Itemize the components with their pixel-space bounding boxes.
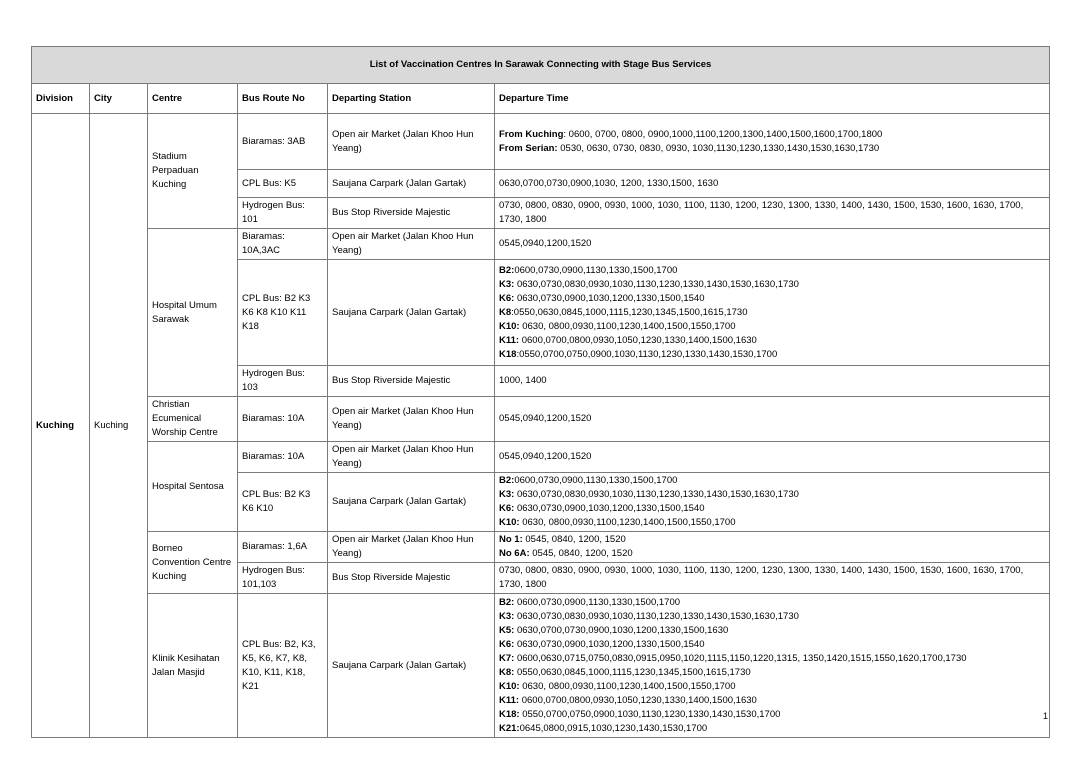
time-line xyxy=(499,722,1045,736)
time-line-value: 0630,0730,0900,1030,1200,1330,1500,1540 xyxy=(514,503,705,514)
header-departure-time: Departure Time xyxy=(495,84,1050,114)
division-cell: Kuching xyxy=(32,114,90,738)
station-cell: Bus Stop Riverside Majestic xyxy=(328,198,495,229)
route-cell: CPL Bus: B2 K3 K6 K10 xyxy=(238,473,328,532)
station-cell: Bus Stop Riverside Majestic xyxy=(328,563,495,594)
time-line-value: 0545, 0840, 1200, 1520 xyxy=(529,548,633,559)
time-cell: 1000, 1400 xyxy=(495,366,1050,397)
table-row xyxy=(32,114,1050,170)
station-cell: Open air Market (Jalan Khoo Hun Yeang) xyxy=(328,397,495,442)
time-line-value: 0630, 0800,0930,1100,1230,1400,1500,1550,1700 xyxy=(519,517,736,528)
time-line xyxy=(499,278,1045,292)
time-line xyxy=(499,502,1045,516)
table-title-row xyxy=(32,47,1050,84)
station-cell: Saujana Carpark (Jalan Gartak) xyxy=(328,473,495,532)
time-line-key: No 1: xyxy=(499,534,523,545)
time-cell xyxy=(495,594,1050,738)
route-cell: CPL Bus: B2 K3 K6 K8 K10 K11 K18 xyxy=(238,260,328,366)
time-cell: 0545,0940,1200,1520 xyxy=(495,397,1050,442)
station-cell: Saujana Carpark (Jalan Gartak) xyxy=(328,594,495,738)
station-cell: Open air Market (Jalan Khoo Hun Yeang) xyxy=(328,229,495,260)
route-cell: Biaramas: 10A xyxy=(238,397,328,442)
time-line-key: K6: xyxy=(499,292,515,304)
time-line-value: :0550,0700,0750,0900,1030,1130,1230,1330,1430,1530,1700 xyxy=(516,348,778,360)
route-cell: CPL Bus: B2, K3, K5, K6, K7, K8, K10, K11, K18, K21 xyxy=(238,594,328,738)
time-line-value: 0600,0630,0715,0750,0830,0915,0950,1020,1115,1150,1220,1315, 1350,1420,1515,1550,1620,1700,1730 xyxy=(514,652,967,664)
time-line-value: 0630,0700,0730,0900,1030,1200,1330,1500,1630 xyxy=(514,624,729,636)
station-cell: Saujana Carpark (Jalan Gartak) xyxy=(328,260,495,366)
station-cell: Saujana Carpark (Jalan Gartak) xyxy=(328,170,495,198)
header-bus-route: Bus Route No xyxy=(238,84,328,114)
time-line xyxy=(499,488,1045,502)
time-cell: 0545,0940,1200,1520 xyxy=(495,442,1050,473)
header-row xyxy=(32,84,1050,114)
time-cell: 0730, 0800, 0830, 0900, 0930, 1000, 1030, 1100, 1130, 1200, 1230, 1300, 1330, 1400, 1430, 1500, 1530, 1600, 1630, 1700, 1730, 1800 xyxy=(495,198,1050,229)
time-line-key: K5: xyxy=(499,624,515,636)
time-line-value: 0630,0730,0830,0930,1030,1130,1230,1330,1430,1530,1630,1730 xyxy=(514,610,799,622)
centre-cell: Klinik Kesihatan Jalan Masjid xyxy=(148,594,238,738)
time-line xyxy=(499,624,1045,638)
route-cell: Hydrogen Bus: 101,103 xyxy=(238,563,328,594)
time-line xyxy=(499,533,1045,547)
time-cell xyxy=(495,114,1050,170)
time-line-value: 0600,0700,0800,0930,1050,1230,1330,1400,1500,1630 xyxy=(519,334,757,346)
city-cell: Kuching xyxy=(90,114,148,738)
centre-cell: Stadium Perpaduan Kuching xyxy=(148,114,238,229)
time-line xyxy=(499,708,1045,722)
time-cell xyxy=(495,532,1050,563)
table-row xyxy=(32,442,1050,473)
time-line xyxy=(499,652,1045,666)
time-line-key: K8 xyxy=(499,306,512,318)
route-cell: Biaramas: 10A,3AC xyxy=(238,229,328,260)
table-title: List of Vaccination Centres In Sarawak Connecting with Stage Bus Services xyxy=(32,47,1050,84)
time-line xyxy=(499,666,1045,680)
time-line-value: 0530, 0630, 0730, 0830, 0930, 1030,1130,1230,1330,1430,1530,1630,1730 xyxy=(557,142,880,154)
table-row xyxy=(32,397,1050,442)
centre-cell: Christian Ecumenical Worship Centre xyxy=(148,397,238,442)
header-division: Division xyxy=(32,84,90,114)
time-line-key: K10: xyxy=(499,517,520,528)
time-line-value: 0600,0730,0900,1130,1330,1500,1700 xyxy=(514,264,678,276)
time-line-key: K11: xyxy=(499,694,520,706)
time-line-key: From Serian: xyxy=(499,142,558,154)
time-line-key: K3: xyxy=(499,610,515,622)
time-cell xyxy=(495,473,1050,532)
time-line-value: 0600,0700,0800,0930,1050,1230,1330,1400,1500,1630 xyxy=(519,694,757,706)
header-departing-station: Departing Station xyxy=(328,84,495,114)
time-line-value: 0630,0730,0830,0930,1030,1130,1230,1330,1430,1530,1630,1730 xyxy=(514,278,799,290)
header-centre: Centre xyxy=(148,84,238,114)
time-line-key: From Kuching xyxy=(499,128,564,140)
time-line-key: No 6A: xyxy=(499,548,530,559)
time-line xyxy=(499,306,1045,320)
time-line-key: K10: xyxy=(499,320,520,332)
header-city: City xyxy=(90,84,148,114)
time-line-value: 0545, 0840, 1200, 1520 xyxy=(522,534,626,545)
time-line-value: 0630, 0800,0930,1100,1230,1400,1500,1550,1700 xyxy=(519,320,736,332)
station-cell: Bus Stop Riverside Majestic xyxy=(328,366,495,397)
time-line xyxy=(499,142,1045,156)
route-cell: Biaramas: 10A xyxy=(238,442,328,473)
time-line-key: K18: xyxy=(499,708,520,720)
time-line-value: 0630, 0800,0930,1100,1230,1400,1500,1550,1700 xyxy=(519,680,736,692)
vaccination-centres-table xyxy=(31,46,1050,738)
station-cell: Open air Market (Jalan Khoo Hun Yeang) xyxy=(328,442,495,473)
time-line-value: 0600,0730,0900,1130,1330,1500,1700 xyxy=(514,475,678,486)
time-line xyxy=(499,128,1045,142)
time-line xyxy=(499,516,1045,530)
route-cell: CPL Bus: K5 xyxy=(238,170,328,198)
time-line-key: K3: xyxy=(499,278,515,290)
page-number: 1 xyxy=(1042,711,1048,721)
time-line xyxy=(499,348,1045,362)
time-line xyxy=(499,596,1045,610)
station-cell: Open air Market (Jalan Khoo Hun Yeang) xyxy=(328,114,495,170)
time-line-key: K7: xyxy=(499,652,515,664)
time-line-key: B2: xyxy=(499,475,515,486)
time-cell xyxy=(495,260,1050,366)
time-line-key: K3: xyxy=(499,489,515,500)
time-line-key: K8: xyxy=(499,666,515,678)
time-line-key: B2: xyxy=(499,264,515,276)
time-line-key: K6: xyxy=(499,638,515,650)
time-line-key: K10: xyxy=(499,680,520,692)
time-line-key: K18 xyxy=(499,348,517,360)
time-line-value: 0630,0730,0900,1030,1200,1330,1500,1540 xyxy=(514,292,705,304)
time-line-key: K6: xyxy=(499,503,515,514)
centre-cell: Hospital Sentosa xyxy=(148,442,238,532)
time-line xyxy=(499,334,1045,348)
route-cell: Biaramas: 1,6A xyxy=(238,532,328,563)
time-line xyxy=(499,320,1045,334)
time-line-value: 0600,0730,0900,1130,1330,1500,1700 xyxy=(514,596,681,608)
time-line xyxy=(499,547,1045,561)
time-line xyxy=(499,694,1045,708)
time-line xyxy=(499,638,1045,652)
time-line-value: :0550,0630,0845,1000,1115,1230,1345,1500,1615,1730 xyxy=(511,306,748,318)
table-row xyxy=(32,229,1050,260)
table-row xyxy=(32,594,1050,738)
centre-cell: Borneo Convention Centre Kuching xyxy=(148,532,238,594)
time-cell: 0730, 0800, 0830, 0900, 0930, 1000, 1030, 1100, 1130, 1200, 1230, 1300, 1330, 1400, 1430, 1500, 1530, 1600, 1630, 1700, 1730, 1800 xyxy=(495,563,1050,594)
table-row xyxy=(32,532,1050,563)
time-line-key: B2: xyxy=(499,596,515,608)
route-cell: Hydrogen Bus: 101 xyxy=(238,198,328,229)
time-line-key: K11: xyxy=(499,334,520,346)
time-line-value: 0645,0800,0915,1030,1230,1430,1530,1700 xyxy=(519,722,708,734)
time-line-key: K21: xyxy=(499,722,520,734)
time-line xyxy=(499,292,1045,306)
time-line-value: 0630,0730,0830,0930,1030,1130,1230,1330,1430,1530,1630,1730 xyxy=(514,489,799,500)
time-line-value: : 0600, 0700, 0800, 0900,1000,1100,1200,1300,1400,1500,1600,1700,1800 xyxy=(563,128,883,140)
route-cell: Biaramas: 3AB xyxy=(238,114,328,170)
time-cell: 0630,0700,0730,0900,1030, 1200, 1330,1500, 1630 xyxy=(495,170,1050,198)
time-line xyxy=(499,680,1045,694)
route-cell: Hydrogen Bus: 103 xyxy=(238,366,328,397)
station-cell: Open air Market (Jalan Khoo Hun Yeang) xyxy=(328,532,495,563)
time-line xyxy=(499,474,1045,488)
time-line xyxy=(499,264,1045,278)
time-line xyxy=(499,610,1045,624)
time-line-value: 0550,0700,0750,0900,1030,1130,1230,1330,1430,1530,1700 xyxy=(519,708,781,720)
centre-cell: Hospital Umum Sarawak xyxy=(148,229,238,397)
time-line-value: 0550,0630,0845,1000,1115,1230,1345,1500,1615,1730 xyxy=(514,666,751,678)
time-cell: 0545,0940,1200,1520 xyxy=(495,229,1050,260)
time-line-value: 0630,0730,0900,1030,1200,1330,1500,1540 xyxy=(514,638,705,650)
